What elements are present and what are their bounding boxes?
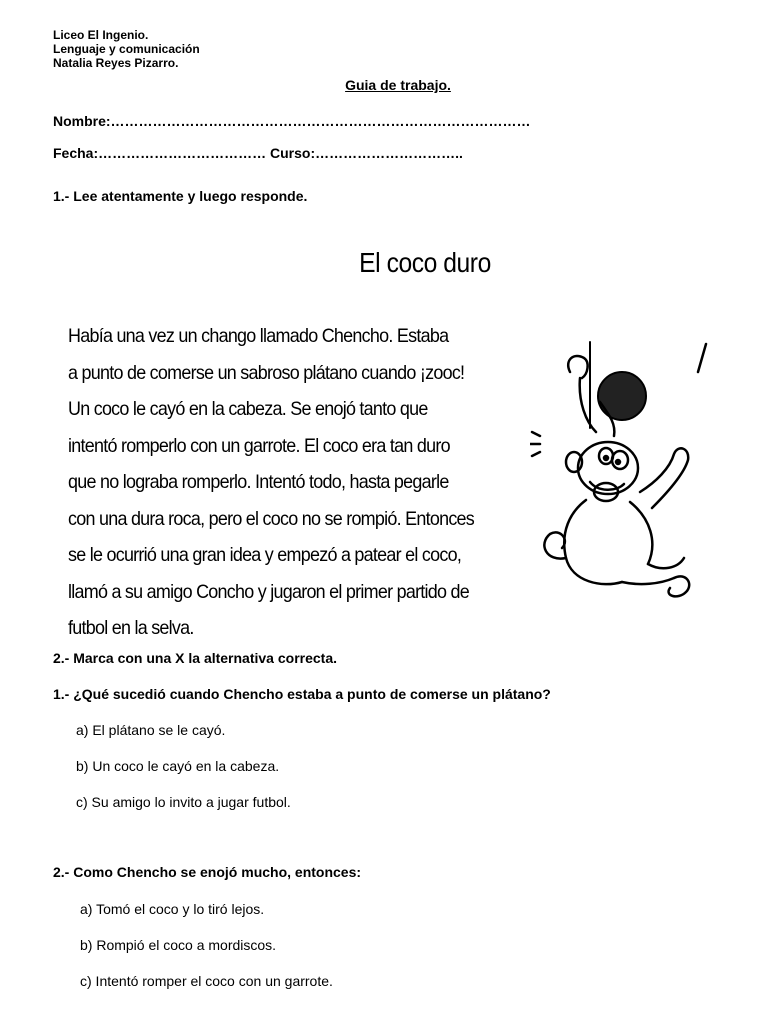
story-line: con una dura roca, pero el coco no se rompió. Entonces bbox=[68, 507, 475, 530]
fecha-curso-field[interactable]: Fecha:……………………………… Curso:………………………….. bbox=[53, 145, 463, 161]
story-line: Un coco le cayó en la cabeza. Se enojó tanto que bbox=[68, 398, 428, 420]
nombre-field[interactable]: Nombre:……………………………………………………………………………… bbox=[53, 113, 531, 129]
story-line: intentó romperlo con un garrote. El coco era tan duro bbox=[68, 434, 450, 457]
instruction-1: 1.- Lee atentamente y luego responde. bbox=[53, 188, 308, 204]
monkey-illustration bbox=[530, 332, 710, 622]
header bbox=[53, 28, 200, 70]
question-1: 1.- ¿Qué sucedió cuando Chencho estaba a punto de comerse un plátano? bbox=[53, 686, 551, 702]
question-1-option-c[interactable]: c) Su amigo lo invito a jugar futbol. bbox=[76, 794, 291, 810]
story-line: Había una vez un chango llamado Chencho. Estaba bbox=[68, 325, 449, 347]
question-2-option-b[interactable]: b) Rompió el coco a mordiscos. bbox=[80, 937, 277, 953]
story-line: a punto de comerse un sabroso plátano cuando ¡zooc! bbox=[68, 361, 465, 384]
school-name: Liceo El Ingenio. bbox=[53, 28, 149, 42]
story-line: llamó a su amigo Concho y jugaron el primer partido de bbox=[68, 580, 470, 603]
instruction-2: 2.- Marca con una X la alternativa correcta. bbox=[53, 650, 338, 666]
question-2: 2.- Como Chencho se enojó mucho, entonces: bbox=[53, 864, 362, 880]
question-1-option-b[interactable]: b) Un coco le cayó en la cabeza. bbox=[76, 758, 280, 774]
story-line: que no lograba romperlo. Intentó todo, hasta pegarle bbox=[68, 471, 449, 493]
question-1-option-a[interactable]: a) El plátano se le cayó. bbox=[76, 722, 226, 738]
page-title: Guia de trabajo. bbox=[345, 77, 451, 93]
question-2-option-a[interactable]: a) Tomó el coco y lo tiró lejos. bbox=[80, 901, 265, 917]
subject-name: Lenguaje y comunicación bbox=[53, 42, 200, 56]
story-image bbox=[60, 232, 728, 639]
story-line: futbol en la selva. bbox=[68, 617, 194, 639]
story-title: El coco duro bbox=[359, 247, 491, 278]
story-text bbox=[68, 318, 543, 647]
story-line: se le ocurrió una gran idea y empezó a patear el coco, bbox=[68, 544, 462, 566]
question-2-option-c[interactable]: c) Intentó romper el coco con un garrote. bbox=[80, 973, 333, 989]
teacher-name: Natalia Reyes Pizarro. bbox=[53, 56, 179, 70]
